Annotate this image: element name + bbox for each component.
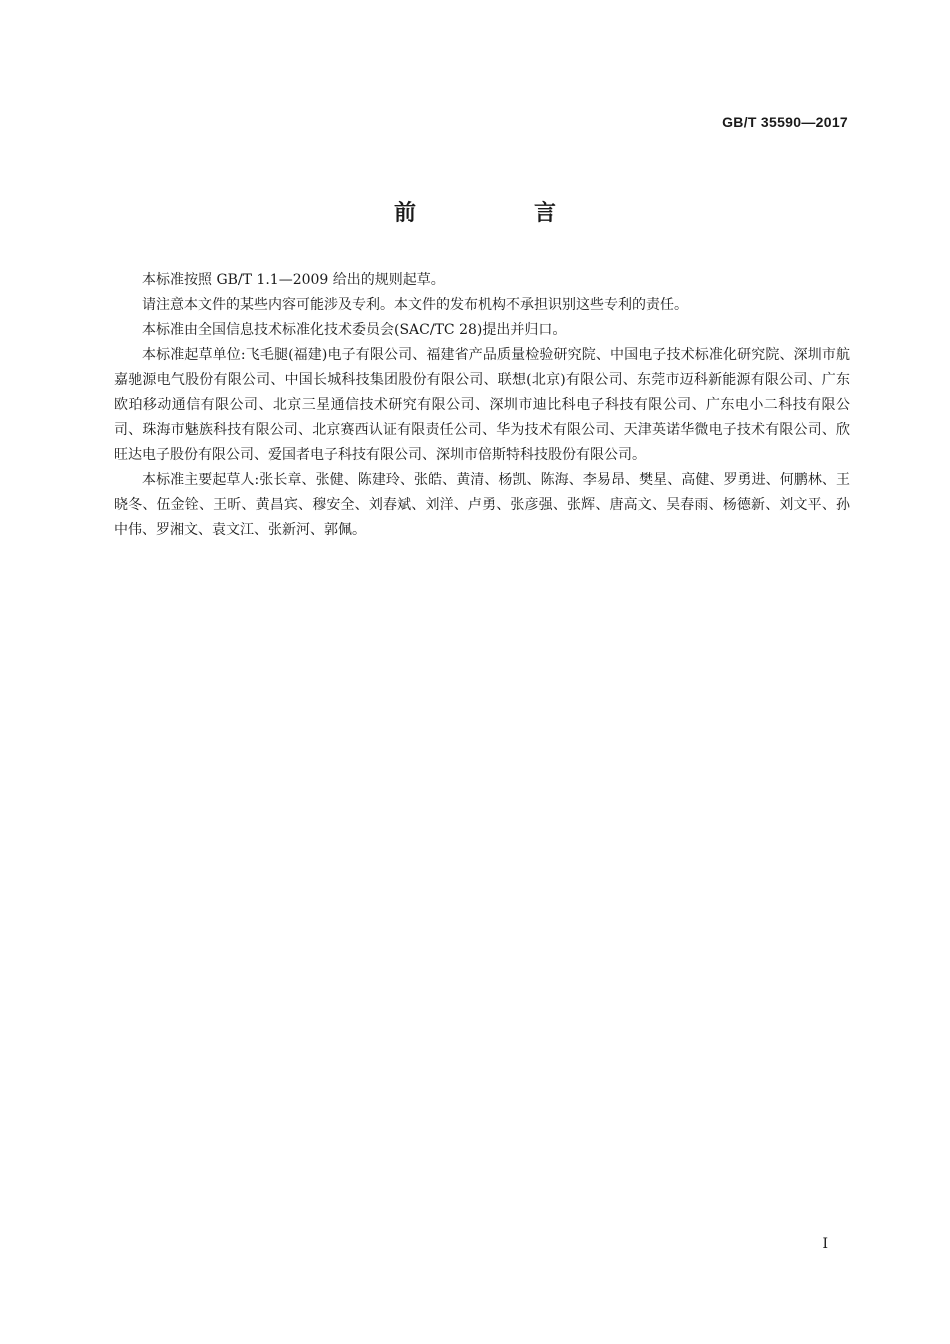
paragraph-drafting-rules: 本标准按照 GB/T 1.1—2009 给出的规则起草。 [142, 272, 445, 288]
paragraph-patent-notice: 请注意本文件的某些内容可能涉及专利。本文件的发布机构不承担识别这些专利的责任。 [142, 297, 688, 313]
paragraph-drafting-units: 本标准起草单位:飞毛腿(福建)电子有限公司、福建省产品质量检验研究院、中国电子技术标准化研究院、深圳市航嘉驰源电气股份有限公司、中国长城科技集团股份有限公司、联想(北京)有限公司、东莞市迈科新能源有限公司、广东欧珀移动通信有限公司、北京三星通信技术研究有限公司、深圳市迪比科电子科技有限公司、广东电小二科技有限公司、珠海市魅族科技有限公司、北京赛西认证有限责任公司、华为技术有限公司、天津英诺华微电子技术有限公司、欣旺达电子股份有限公司、爱国者电子科技有限公司、深圳市倍斯特科技股份有限公司。 [114, 347, 850, 463]
foreword-body [114, 268, 850, 543]
paragraph-drafters: 本标准主要起草人:张长章、张健、陈建玲、张皓、黄清、杨凯、陈海、李易昂、樊星、高健、罗勇进、何鹏林、王晓冬、伍金铨、王昕、黄昌宾、穆安全、刘春斌、刘洋、卢勇、张彦强、张辉、唐高文、吴春雨、杨德新、刘文平、孙中伟、罗湘文、袁文江、张新河、郭佩。 [114, 472, 850, 538]
page-title: 前 言 [393, 201, 604, 226]
paragraph-proposer: 本标准由全国信息技术标准化技术委员会(SAC/TC 28)提出并归口。 [142, 322, 567, 338]
page-number: I [822, 1236, 828, 1252]
document-code: GB/T 35590—2017 [722, 114, 848, 130]
